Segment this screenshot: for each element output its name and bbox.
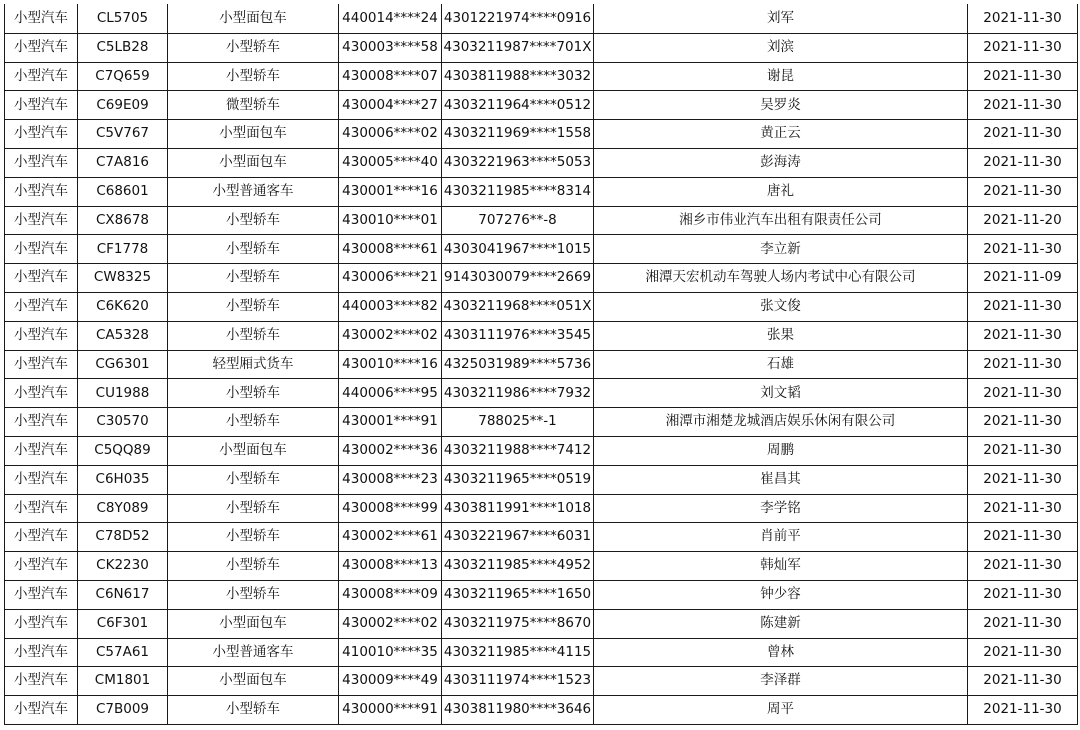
owner-name-cell: 陈建新 [594,609,968,638]
table-row [5,177,1078,206]
table-row [5,235,1078,264]
vehicle-class-cell: 小型汽车 [5,523,78,552]
vehicle-type-cell: 小型普通客车 [168,638,339,667]
date-cell: 2021-11-30 [968,148,1078,177]
vehicle-type-cell: 小型面包车 [168,609,339,638]
code-cell: 430005****40 [339,148,442,177]
vehicle-class-cell: 小型汽车 [5,552,78,581]
vehicle-class-cell: 小型汽车 [5,696,78,725]
table-row [5,5,1078,34]
code-cell: 430008****07 [339,62,442,91]
plate-number-cell: CF1778 [78,235,168,264]
date-cell: 2021-11-30 [968,5,1078,34]
owner-name-cell: 刘滨 [594,33,968,62]
table-row [5,350,1078,379]
plate-number-cell: C6H035 [78,465,168,494]
vehicle-type-cell: 小型轿车 [168,235,339,264]
plate-number-cell: C69E09 [78,91,168,120]
id-number-cell: 4301221974****0916 [442,5,594,34]
vehicle-class-cell: 小型汽车 [5,379,78,408]
table-row [5,609,1078,638]
table-row [5,523,1078,552]
date-cell: 2021-11-30 [968,580,1078,609]
plate-number-cell: C5V767 [78,120,168,149]
vehicle-class-cell: 小型汽车 [5,494,78,523]
vehicle-type-cell: 小型普通客车 [168,177,339,206]
vehicle-class-cell: 小型汽车 [5,235,78,264]
id-number-cell: 4303811988****3032 [442,62,594,91]
id-number-cell: 4303211985****4952 [442,552,594,581]
vehicle-class-cell: 小型汽车 [5,436,78,465]
code-cell: 430006****02 [339,120,442,149]
vehicle-class-cell: 小型汽车 [5,62,78,91]
date-cell: 2021-11-30 [968,292,1078,321]
vehicle-type-cell: 小型面包车 [168,436,339,465]
id-number-cell: 4303211965****0519 [442,465,594,494]
plate-number-cell: CW8325 [78,264,168,293]
date-cell: 2021-11-30 [968,465,1078,494]
vehicle-class-cell: 小型汽车 [5,206,78,235]
vehicle-type-cell: 小型轿车 [168,264,339,293]
code-cell: 430000****91 [339,696,442,725]
owner-name-cell: 湘潭市湘楚龙城酒店娱乐休闲有限公司 [594,408,968,437]
date-cell: 2021-11-30 [968,120,1078,149]
id-number-cell: 4303041967****1015 [442,235,594,264]
date-cell: 2021-11-30 [968,436,1078,465]
id-number-cell: 4303811991****1018 [442,494,594,523]
code-cell: 430002****02 [339,609,442,638]
table-row [5,494,1078,523]
vehicle-type-cell: 微型轿车 [168,91,339,120]
vehicle-type-cell: 小型轿车 [168,33,339,62]
code-cell: 430002****36 [339,436,442,465]
vehicle-type-cell: 轻型厢式货车 [168,350,339,379]
id-number-cell: 4303211965****1650 [442,580,594,609]
owner-name-cell: 湘潭天宏机动车驾驶人场内考试中心有限公司 [594,264,968,293]
id-number-cell: 9143030079****2669 [442,264,594,293]
id-number-cell: 4303211969****1558 [442,120,594,149]
plate-number-cell: C6K620 [78,292,168,321]
code-cell: 430002****61 [339,523,442,552]
date-cell: 2021-11-20 [968,206,1078,235]
date-cell: 2021-11-30 [968,494,1078,523]
vehicle-class-cell: 小型汽车 [5,350,78,379]
code-cell: 410010****35 [339,638,442,667]
plate-number-cell: C5LB28 [78,33,168,62]
code-cell: 430001****91 [339,408,442,437]
code-cell: 440003****82 [339,292,442,321]
vehicle-class-cell: 小型汽车 [5,33,78,62]
plate-number-cell: CK2230 [78,552,168,581]
code-cell: 430010****16 [339,350,442,379]
date-cell: 2021-11-30 [968,667,1078,696]
owner-name-cell: 韩灿军 [594,552,968,581]
date-cell: 2021-11-30 [968,638,1078,667]
owner-name-cell: 周鹏 [594,436,968,465]
vehicle-type-cell: 小型轿车 [168,321,339,350]
vehicle-class-cell: 小型汽车 [5,580,78,609]
date-cell: 2021-11-30 [968,62,1078,91]
owner-name-cell: 周平 [594,696,968,725]
vehicle-type-cell: 小型轿车 [168,552,339,581]
plate-number-cell: CU1988 [78,379,168,408]
code-cell: 430010****01 [339,206,442,235]
owner-name-cell: 谢昆 [594,62,968,91]
vehicle-type-cell: 小型轿车 [168,292,339,321]
code-cell: 430004****27 [339,91,442,120]
plate-number-cell: CG6301 [78,350,168,379]
owner-name-cell: 钟少容 [594,580,968,609]
code-cell: 430006****21 [339,264,442,293]
table-row [5,638,1078,667]
table-row [5,62,1078,91]
owner-name-cell: 刘文韬 [594,379,968,408]
code-cell: 430008****23 [339,465,442,494]
date-cell: 2021-11-30 [968,350,1078,379]
vehicle-type-cell: 小型轿车 [168,379,339,408]
owner-name-cell: 肖前平 [594,523,968,552]
owner-name-cell: 崔昌其 [594,465,968,494]
date-cell: 2021-11-30 [968,91,1078,120]
vehicle-type-cell: 小型面包车 [168,148,339,177]
id-number-cell: 4303211985****4115 [442,638,594,667]
table-row [5,667,1078,696]
date-cell: 2021-11-30 [968,321,1078,350]
id-number-cell: 4303211975****8670 [442,609,594,638]
vehicle-type-cell: 小型面包车 [168,120,339,149]
vehicle-class-cell: 小型汽车 [5,120,78,149]
plate-number-cell: C7B009 [78,696,168,725]
id-number-cell: 4303211964****0512 [442,91,594,120]
vehicle-class-cell: 小型汽车 [5,465,78,494]
table-row [5,292,1078,321]
vehicle-class-cell: 小型汽车 [5,5,78,34]
plate-number-cell: C57A61 [78,638,168,667]
table-row [5,321,1078,350]
plate-number-cell: CL5705 [78,5,168,34]
owner-name-cell: 张果 [594,321,968,350]
date-cell: 2021-11-30 [968,552,1078,581]
plate-number-cell: CA5328 [78,321,168,350]
id-number-cell: 4303221963****5053 [442,148,594,177]
plate-number-cell: C7Q659 [78,62,168,91]
code-cell: 430008****99 [339,494,442,523]
table-row [5,264,1078,293]
date-cell: 2021-11-30 [968,235,1078,264]
owner-name-cell: 吴罗炎 [594,91,968,120]
vehicle-class-cell: 小型汽车 [5,638,78,667]
owner-name-cell: 唐礼 [594,177,968,206]
code-cell: 430003****58 [339,33,442,62]
table-row [5,91,1078,120]
vehicle-class-cell: 小型汽车 [5,408,78,437]
id-number-cell: 4303111974****1523 [442,667,594,696]
date-cell: 2021-11-09 [968,264,1078,293]
plate-number-cell: CX8678 [78,206,168,235]
vehicle-type-cell: 小型轿车 [168,465,339,494]
date-cell: 2021-11-30 [968,379,1078,408]
id-number-cell: 707276**-8 [442,206,594,235]
code-cell: 440006****95 [339,379,442,408]
table-row [5,580,1078,609]
vehicle-type-cell: 小型面包车 [168,5,339,34]
plate-number-cell: C68601 [78,177,168,206]
id-number-cell: 4303211968****051X [442,292,594,321]
table-row [5,206,1078,235]
plate-number-cell: C6F301 [78,609,168,638]
vehicle-class-cell: 小型汽车 [5,177,78,206]
owner-name-cell: 彭海涛 [594,148,968,177]
code-cell: 430009****49 [339,667,442,696]
table-row [5,465,1078,494]
owner-name-cell: 湘乡市伟业汽车出租有限责任公司 [594,206,968,235]
vehicle-type-cell: 小型轿车 [168,494,339,523]
vehicle-type-cell: 小型轿车 [168,523,339,552]
table-row [5,408,1078,437]
table-row [5,552,1078,581]
table-row [5,120,1078,149]
vehicle-class-cell: 小型汽车 [5,292,78,321]
vehicle-class-cell: 小型汽车 [5,667,78,696]
plate-number-cell: C6N617 [78,580,168,609]
table-row [5,379,1078,408]
id-number-cell: 4303211988****7412 [442,436,594,465]
plate-number-cell: C30570 [78,408,168,437]
table-row [5,33,1078,62]
vehicle-type-cell: 小型轿车 [168,580,339,609]
id-number-cell: 788025**-1 [442,408,594,437]
id-number-cell: 4303211987****701X [442,33,594,62]
table-row [5,436,1078,465]
table-row [5,696,1078,725]
vehicle-class-cell: 小型汽车 [5,264,78,293]
id-number-cell: 4303811980****3646 [442,696,594,725]
table-row [5,148,1078,177]
plate-number-cell: C8Y089 [78,494,168,523]
owner-name-cell: 曾林 [594,638,968,667]
owner-name-cell: 张文俊 [594,292,968,321]
id-number-cell: 4303221967****6031 [442,523,594,552]
vehicle-class-cell: 小型汽车 [5,148,78,177]
vehicle-class-cell: 小型汽车 [5,91,78,120]
vehicle-records-table [4,4,1078,725]
code-cell: 430001****16 [339,177,442,206]
id-number-cell: 4325031989****5736 [442,350,594,379]
date-cell: 2021-11-30 [968,33,1078,62]
code-cell: 430008****09 [339,580,442,609]
date-cell: 2021-11-30 [968,523,1078,552]
code-cell: 430002****02 [339,321,442,350]
date-cell: 2021-11-30 [968,696,1078,725]
vehicle-class-cell: 小型汽车 [5,609,78,638]
date-cell: 2021-11-30 [968,408,1078,437]
owner-name-cell: 李立新 [594,235,968,264]
code-cell: 430008****13 [339,552,442,581]
owner-name-cell: 李泽群 [594,667,968,696]
code-cell: 440014****24 [339,5,442,34]
vehicle-type-cell: 小型轿车 [168,206,339,235]
plate-number-cell: C78D52 [78,523,168,552]
vehicle-type-cell: 小型面包车 [168,667,339,696]
vehicle-type-cell: 小型轿车 [168,696,339,725]
plate-number-cell: C5QQ89 [78,436,168,465]
plate-number-cell: CM1801 [78,667,168,696]
id-number-cell: 4303111976****3545 [442,321,594,350]
id-number-cell: 4303211986****7932 [442,379,594,408]
vehicle-class-cell: 小型汽车 [5,321,78,350]
date-cell: 2021-11-30 [968,177,1078,206]
date-cell: 2021-11-30 [968,609,1078,638]
id-number-cell: 4303211985****8314 [442,177,594,206]
table-body [5,5,1078,725]
vehicle-type-cell: 小型轿车 [168,408,339,437]
owner-name-cell: 黄正云 [594,120,968,149]
vehicle-type-cell: 小型轿车 [168,62,339,91]
owner-name-cell: 刘军 [594,5,968,34]
code-cell: 430008****61 [339,235,442,264]
owner-name-cell: 李学铭 [594,494,968,523]
plate-number-cell: C7A816 [78,148,168,177]
owner-name-cell: 石雄 [594,350,968,379]
